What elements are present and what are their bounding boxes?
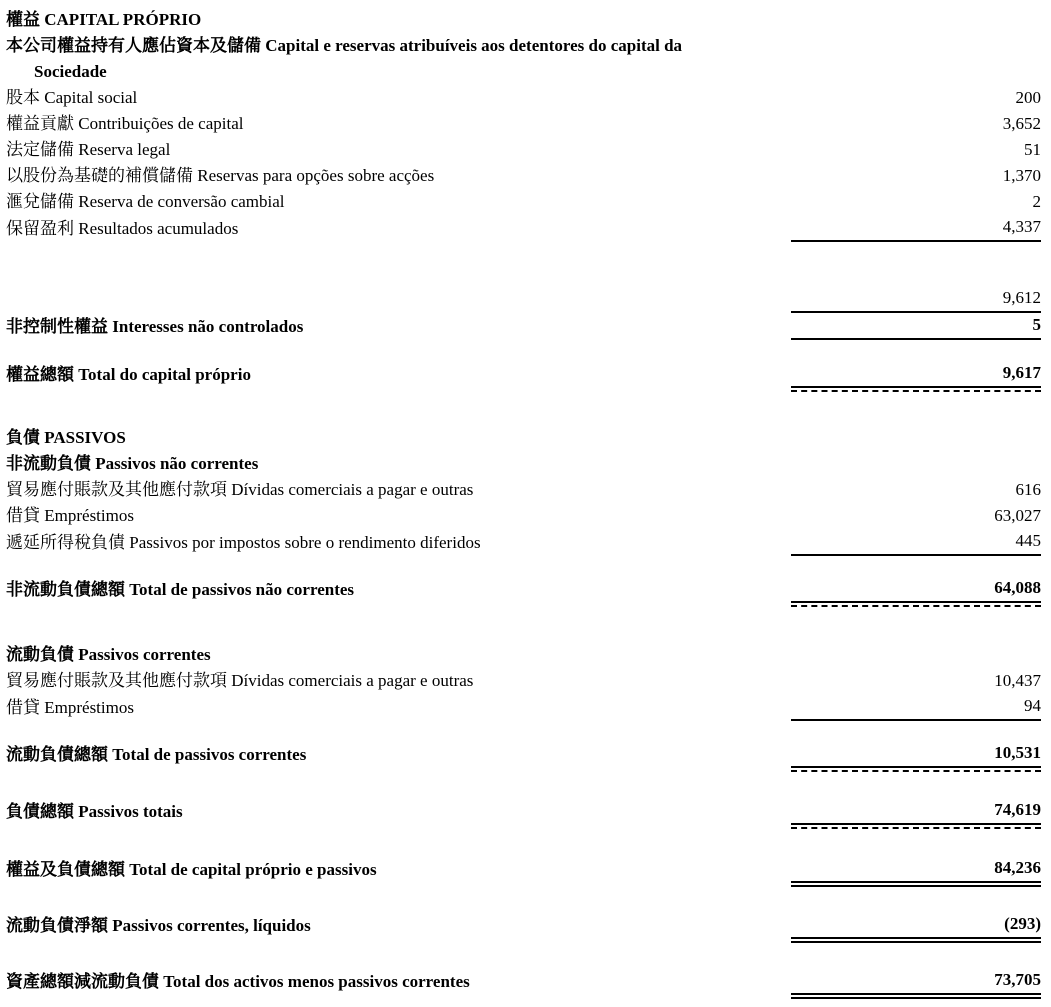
statement-row bbox=[6, 286, 1041, 313]
row-value: 10,437 bbox=[994, 671, 1041, 690]
row-value: 64,088 bbox=[791, 576, 1041, 603]
row-value: 3,652 bbox=[1002, 114, 1041, 133]
row-label: 權益貢獻 Contribuições de capital bbox=[6, 114, 244, 133]
statement-row bbox=[6, 361, 1041, 388]
row-value: 84,236 bbox=[791, 856, 1041, 883]
statement-row bbox=[6, 7, 1041, 33]
row-label: 流動負債淨額 Passivos correntes, líquidos bbox=[6, 916, 311, 935]
row-label: 股本 Capital social bbox=[6, 88, 138, 107]
row-value bbox=[791, 450, 1041, 451]
row-label: 借貸 Empréstimos bbox=[6, 506, 134, 525]
row-label: 非流動負債 Passivos não correntes bbox=[6, 454, 259, 473]
row-label: Sociedade bbox=[34, 62, 107, 81]
row-label: 權益總額 Total do capital próprio bbox=[6, 365, 251, 384]
row-label: 以股份為基礎的補償儲備 Reservas para opções sobre acções bbox=[6, 166, 435, 185]
row-label: 遞延所得稅負債 Passivos por impostos sobre o rendimento diferidos bbox=[6, 533, 481, 552]
row-value: 74,619 bbox=[791, 798, 1041, 825]
row-value: 94 bbox=[791, 694, 1041, 721]
statement-row bbox=[6, 503, 1041, 529]
row-value: 616 bbox=[1015, 480, 1041, 499]
statement-row bbox=[6, 856, 1041, 883]
row-label: 貿易應付賬款及其他應付款項 Dívidas comerciais a pagar e outras bbox=[6, 671, 474, 690]
row-label: 流動負債總額 Total de passivos correntes bbox=[6, 745, 307, 764]
row-value: (293) bbox=[791, 912, 1041, 939]
statement-row bbox=[6, 668, 1041, 694]
row-spacer bbox=[6, 939, 1041, 968]
row-value bbox=[791, 84, 1041, 85]
statement-row bbox=[6, 912, 1041, 939]
row-value: 63,027 bbox=[994, 506, 1041, 525]
row-label: 借貸 Empréstimos bbox=[6, 698, 134, 717]
row-label: 貿易應付賬款及其他應付款項 Dívidas comerciais a pagar e outras bbox=[6, 480, 474, 499]
statement-row bbox=[6, 642, 1041, 668]
statement-row bbox=[6, 451, 1041, 477]
row-value: 51 bbox=[1024, 140, 1041, 159]
statement-row bbox=[6, 798, 1041, 825]
row-spacer bbox=[6, 768, 1041, 798]
row-value: 2 bbox=[1032, 192, 1041, 211]
statement-row bbox=[6, 33, 1041, 59]
statement-row bbox=[6, 59, 1041, 85]
statement-row bbox=[6, 741, 1041, 768]
row-label: 權益及負債總額 Total de capital próprio e passivos bbox=[6, 860, 377, 879]
statement-row bbox=[6, 85, 1041, 111]
row-value: 5 bbox=[791, 313, 1041, 340]
statement-row bbox=[6, 189, 1041, 215]
row-spacer bbox=[6, 721, 1041, 741]
row-label: 權益 CAPITAL PRÓPRIO bbox=[6, 10, 202, 29]
statement-row bbox=[6, 163, 1041, 189]
row-value: 73,705 bbox=[791, 968, 1041, 995]
row-spacer bbox=[6, 388, 1041, 425]
row-spacer bbox=[6, 883, 1041, 912]
row-label: 滙兌儲備 Reserva de conversão cambial bbox=[6, 192, 285, 211]
row-label: 法定儲備 Reserva legal bbox=[6, 140, 171, 159]
row-value: 10,531 bbox=[791, 741, 1041, 768]
statement-row bbox=[6, 215, 1041, 242]
row-label: 流動負債 Passivos correntes bbox=[6, 645, 211, 664]
row-spacer bbox=[6, 556, 1041, 576]
row-label: 非控制性權益 Interesses não controlados bbox=[6, 317, 304, 336]
statement-rows bbox=[6, 7, 1041, 995]
statement-row bbox=[6, 313, 1041, 340]
row-value bbox=[791, 476, 1041, 477]
row-spacer bbox=[6, 340, 1041, 361]
row-value: 4,337 bbox=[791, 215, 1041, 242]
row-value bbox=[791, 667, 1041, 668]
statement-row bbox=[6, 111, 1041, 137]
row-value: 200 bbox=[1015, 88, 1041, 107]
row-label: 負債總額 Passivos totais bbox=[6, 802, 183, 821]
row-label: 非流動負債總額 Total de passivos não correntes bbox=[6, 580, 355, 599]
row-label: 本公司權益持有人應佔資本及儲備 Capital e reservas atribuíveis aos detentores do capital da bbox=[6, 36, 683, 55]
row-label: 負債 PASSIVOS bbox=[6, 428, 126, 447]
statement-row bbox=[6, 968, 1041, 995]
row-spacer bbox=[6, 825, 1041, 856]
row-label: 資產總額減流動負債 Total dos activos menos passivos correntes bbox=[6, 972, 470, 991]
statement-row bbox=[6, 137, 1041, 163]
row-value: 9,617 bbox=[791, 361, 1041, 388]
statement-row bbox=[6, 425, 1041, 451]
row-label: 保留盈利 Resultados acumulados bbox=[6, 219, 239, 238]
statement-row bbox=[6, 477, 1041, 503]
row-value bbox=[791, 32, 1041, 33]
row-spacer bbox=[6, 242, 1041, 286]
row-value: 445 bbox=[791, 529, 1041, 556]
row-spacer bbox=[6, 603, 1041, 642]
statement-row bbox=[6, 694, 1041, 721]
row-value: 1,370 bbox=[1002, 166, 1041, 185]
row-value bbox=[791, 58, 1041, 59]
statement-row bbox=[6, 529, 1041, 556]
statement-row bbox=[6, 576, 1041, 603]
row-value: 9,612 bbox=[791, 286, 1041, 313]
